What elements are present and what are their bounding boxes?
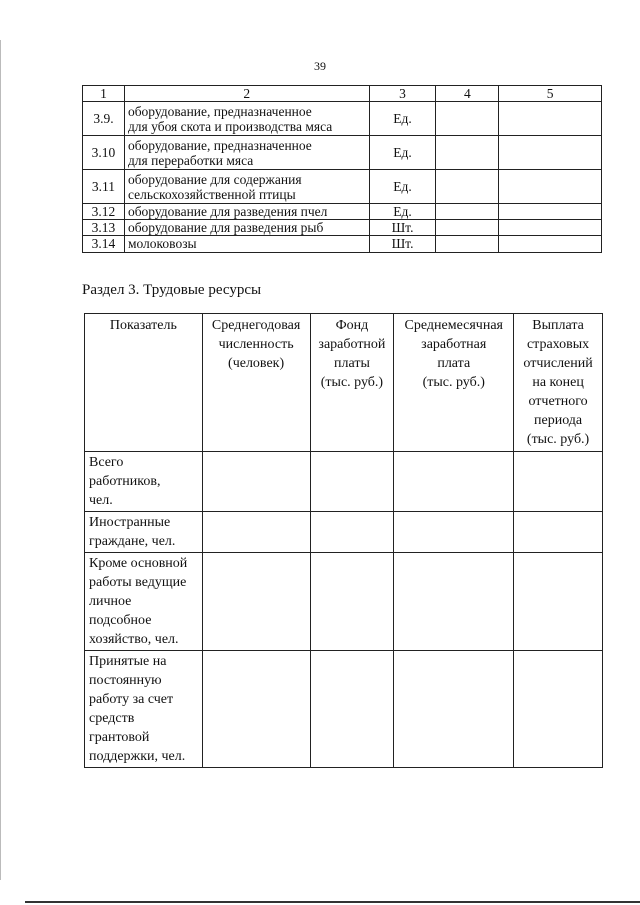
row-unit: Шт. bbox=[369, 236, 436, 253]
row-label-line: Иностранные bbox=[89, 515, 171, 530]
row-number: 3.14 bbox=[83, 236, 125, 253]
header-line: отчетного bbox=[528, 394, 588, 409]
scan-edge-line bbox=[0, 40, 1, 880]
row-cell-empty bbox=[436, 136, 499, 170]
row-number: 3.11 bbox=[83, 170, 125, 204]
row-label-line: Всего bbox=[89, 455, 124, 470]
row-label bbox=[85, 553, 203, 651]
row-label-line: Кроме основной bbox=[89, 556, 188, 571]
labor-resources-table bbox=[84, 313, 603, 768]
row-label-line: хозяйство, чел. bbox=[89, 632, 179, 647]
row-cell-empty bbox=[436, 170, 499, 204]
table-row bbox=[83, 220, 602, 236]
scan-bottom-edge bbox=[25, 901, 640, 903]
row-cell-empty bbox=[499, 204, 602, 220]
row-number: 3.13 bbox=[83, 220, 125, 236]
row-name bbox=[124, 136, 369, 170]
row-cell-empty bbox=[514, 512, 603, 553]
header-col-5: 5 bbox=[499, 86, 602, 102]
row-number: 3.9. bbox=[83, 102, 125, 136]
row-name-line: сельскохозяйственной птицы bbox=[127, 186, 296, 202]
row-cell-empty bbox=[499, 102, 602, 136]
page-number: 39 bbox=[314, 59, 326, 73]
section-title: Раздел 3. Трудовые ресурсы bbox=[82, 282, 262, 298]
row-number: 3.10 bbox=[83, 136, 125, 170]
row-cell-empty bbox=[202, 512, 310, 553]
row-cell-empty bbox=[436, 236, 499, 253]
header-line: (человек) bbox=[228, 356, 285, 371]
row-unit: Ед. bbox=[369, 136, 436, 170]
row-label bbox=[85, 452, 203, 512]
table-row bbox=[85, 651, 603, 768]
table-row bbox=[85, 553, 603, 651]
row-label-line: работы ведущие bbox=[89, 575, 187, 590]
header-insurance-payments bbox=[514, 314, 603, 452]
equipment-table-header bbox=[83, 86, 602, 102]
row-cell-empty bbox=[499, 136, 602, 170]
table-row bbox=[83, 170, 602, 204]
row-name-line: для убоя скота и производства мяса bbox=[127, 118, 333, 134]
row-label bbox=[85, 512, 203, 553]
row-unit: Ед. bbox=[369, 170, 436, 204]
row-label-line: личное bbox=[89, 594, 132, 609]
row-cell-empty bbox=[202, 452, 310, 512]
row-name: оборудование для разведения пчел bbox=[124, 204, 369, 220]
row-name: оборудование для разведения рыб bbox=[124, 220, 369, 236]
row-label-line: подсобное bbox=[89, 613, 152, 628]
row-name: молоковозы bbox=[124, 236, 369, 253]
row-name-line: оборудование для содержания bbox=[127, 171, 302, 187]
header-line: Фонд bbox=[335, 318, 369, 333]
header-col-1: 1 bbox=[83, 86, 125, 102]
table-row bbox=[83, 204, 602, 220]
header-line: Выплата bbox=[532, 318, 584, 333]
row-cell-empty bbox=[514, 651, 603, 768]
row-cell-empty bbox=[514, 452, 603, 512]
row-cell-empty bbox=[394, 512, 514, 553]
header-line: Среднемесячная bbox=[404, 318, 503, 333]
row-cell-empty bbox=[202, 553, 310, 651]
row-label-line: работников, bbox=[89, 474, 161, 489]
row-cell-empty bbox=[394, 553, 514, 651]
row-label bbox=[85, 651, 203, 768]
table-row bbox=[83, 136, 602, 170]
header-line: периода bbox=[534, 413, 583, 428]
row-cell-empty bbox=[202, 651, 310, 768]
row-cell-empty bbox=[310, 512, 394, 553]
header-col-3: 3 bbox=[369, 86, 436, 102]
row-label-line: работу за счет bbox=[89, 692, 174, 707]
header-line: отчислений bbox=[523, 356, 593, 371]
header-line: (тыс. руб.) bbox=[526, 432, 590, 447]
row-label-line: средств bbox=[89, 711, 135, 726]
row-unit: Ед. bbox=[369, 102, 436, 136]
header-col-2: 2 bbox=[124, 86, 369, 102]
row-cell-empty bbox=[310, 553, 394, 651]
table-row bbox=[85, 512, 603, 553]
row-cell-empty bbox=[436, 220, 499, 236]
header-avg-headcount bbox=[202, 314, 310, 452]
row-number: 3.12 bbox=[83, 204, 125, 220]
row-label-line: чел. bbox=[89, 493, 113, 508]
header-line: (тыс. руб.) bbox=[422, 375, 485, 390]
header-line: заработная bbox=[421, 337, 487, 352]
header-line: Среднегодовая bbox=[211, 318, 301, 333]
header-line: на конец bbox=[532, 375, 584, 390]
row-name-line: оборудование, предназначенное bbox=[127, 137, 312, 153]
header-line: страховых bbox=[526, 337, 590, 352]
row-cell-empty bbox=[499, 220, 602, 236]
header-avg-monthly-wage bbox=[394, 314, 514, 452]
table-row bbox=[83, 102, 602, 136]
equipment-table bbox=[82, 85, 602, 253]
row-unit: Ед. bbox=[369, 204, 436, 220]
row-cell-empty bbox=[394, 651, 514, 768]
header-line: заработной bbox=[318, 337, 386, 352]
row-cell-empty bbox=[514, 553, 603, 651]
row-label-line: граждане, чел. bbox=[89, 534, 176, 549]
header-wage-fund bbox=[310, 314, 394, 452]
table-row bbox=[83, 236, 602, 253]
row-name-line: для переработки мяса bbox=[127, 152, 254, 168]
row-name bbox=[124, 170, 369, 204]
row-cell-empty bbox=[499, 170, 602, 204]
labor-table-header bbox=[85, 314, 603, 452]
header-line: платы bbox=[334, 356, 370, 371]
header-line: Показатель bbox=[109, 318, 177, 333]
row-label-line: поддержки, чел. bbox=[89, 749, 186, 764]
row-cell-empty bbox=[499, 236, 602, 253]
row-name bbox=[124, 102, 369, 136]
row-unit: Шт. bbox=[369, 220, 436, 236]
header-indicator bbox=[85, 314, 203, 452]
row-label-line: постоянную bbox=[89, 673, 162, 688]
row-cell-empty bbox=[436, 102, 499, 136]
header-line: плата bbox=[437, 356, 471, 371]
row-label-line: Принятые на bbox=[89, 654, 167, 669]
row-label-line: грантовой bbox=[89, 730, 150, 745]
row-name-line: оборудование, предназначенное bbox=[127, 103, 312, 119]
row-cell-empty bbox=[310, 452, 394, 512]
header-line: (тыс. руб.) bbox=[320, 375, 384, 390]
row-cell-empty bbox=[394, 452, 514, 512]
header-col-4: 4 bbox=[436, 86, 499, 102]
row-cell-empty bbox=[310, 651, 394, 768]
header-line: численность bbox=[218, 337, 294, 352]
row-cell-empty bbox=[436, 204, 499, 220]
table-row bbox=[85, 452, 603, 512]
